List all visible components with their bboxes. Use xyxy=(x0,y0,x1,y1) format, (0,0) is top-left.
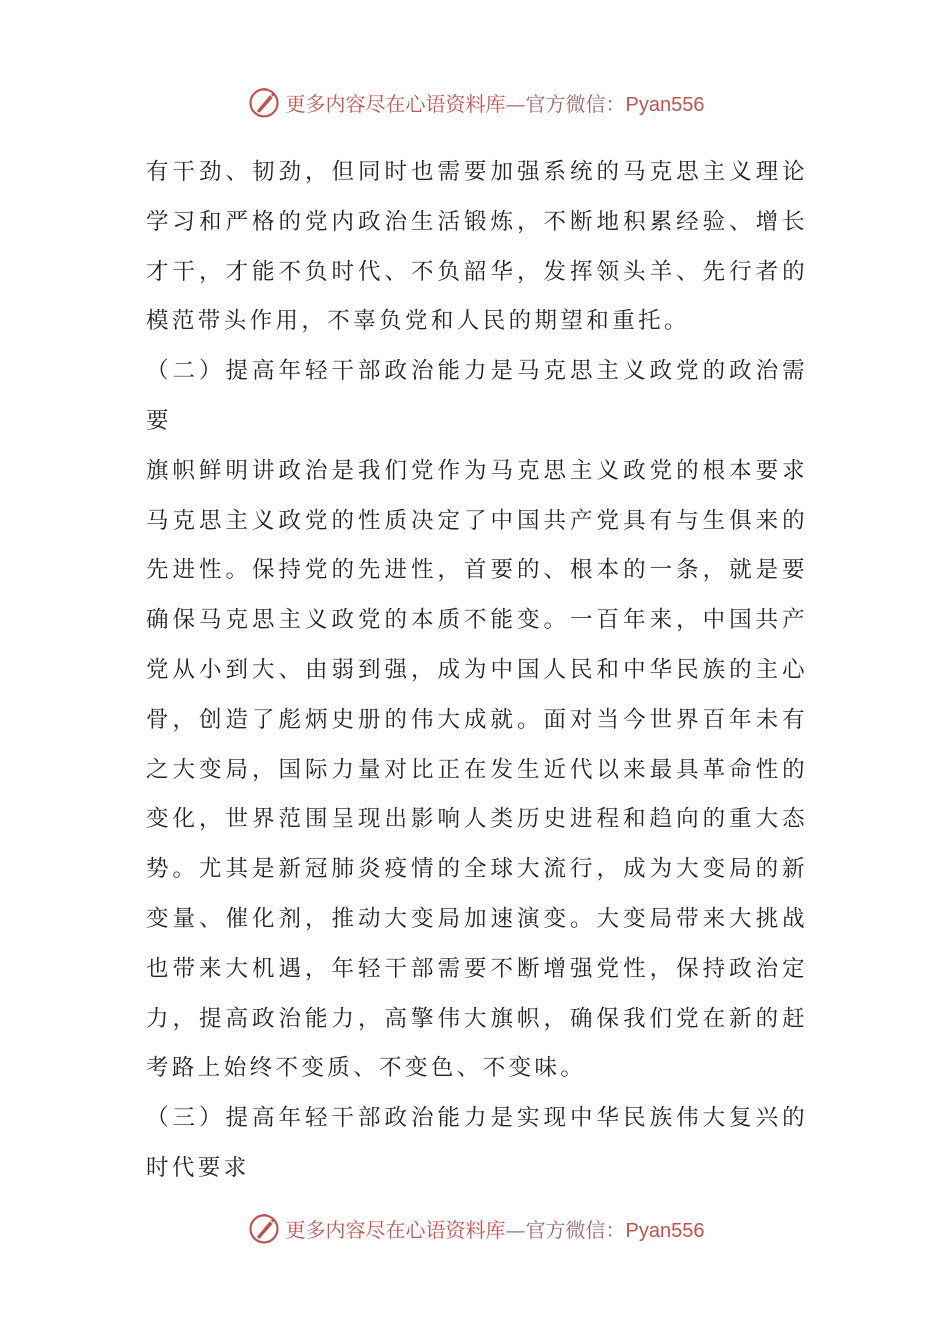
banner-site-name: 更多内容尽在心语资料库 xyxy=(285,91,506,116)
header-banner xyxy=(0,82,950,122)
pen-nib-logo-icon xyxy=(246,84,282,120)
paragraph: 有干劲、韧劲，但同时也需要加强系统的马克思主义理论学习和严格的党内政治生活锻炼，不断地积累经验、增长才干，才能不负时代、不负韶华，发挥领头羊、先行者的模范带头作用，不辜负党和人民的期望和重托。 xyxy=(146,159,808,335)
section-heading: （二）提高年轻干部政治能力是马克思主义政党的政治需要 xyxy=(146,358,808,434)
section-heading: （三）提高年轻干部政治能力是实现中华民族伟大复兴的时代要求 xyxy=(146,1105,808,1181)
banner-text xyxy=(286,88,705,117)
banner-wechat-id: Pyan556 xyxy=(625,1219,705,1242)
banner-text xyxy=(286,1214,705,1243)
banner-site-name: 更多内容尽在心语资料库 xyxy=(285,1217,506,1242)
banner-official-label: 官方微信： xyxy=(525,91,626,116)
banner-dash: — xyxy=(505,91,526,116)
banner-dash: — xyxy=(505,1217,526,1242)
banner-official-label: 官方微信： xyxy=(525,1217,626,1242)
pen-nib-logo-icon xyxy=(246,1210,282,1246)
paragraph: 旗帜鲜明讲政治是我们党作为马克思主义政党的根本要求马克思主义政党的性质决定了中国共产党具有与生俱来的先进性。保持党的先进性，首要的、根本的一条，就是要确保马克思主义政党的本质不能变。一百年来，中国共产党从小到大、由弱到强，成为中国人民和中华民族的主心骨，创造了彪炳史册的伟大成就。面对当今世界百年未有之大变局，国际力量对比正在发生近代以来最具革命性的变化，世界范围呈现出影响人类历史进程和趋向的重大态势。尤其是新冠肺炎疫情的全球大流行，成为大变局的新变量、催化剂，推动大变局加速演变。大变局带来大挑战也带来大机遇，年轻干部需要不断增强党性，保持政治定力，提高政治能力，高擎伟大旗帜，确保我们党在新的赶考路上始终不变质、不变色、不变味。 xyxy=(146,457,808,1082)
document-body xyxy=(146,148,808,1194)
footer-banner xyxy=(0,1208,950,1248)
banner-wechat-id: Pyan556 xyxy=(625,93,705,116)
